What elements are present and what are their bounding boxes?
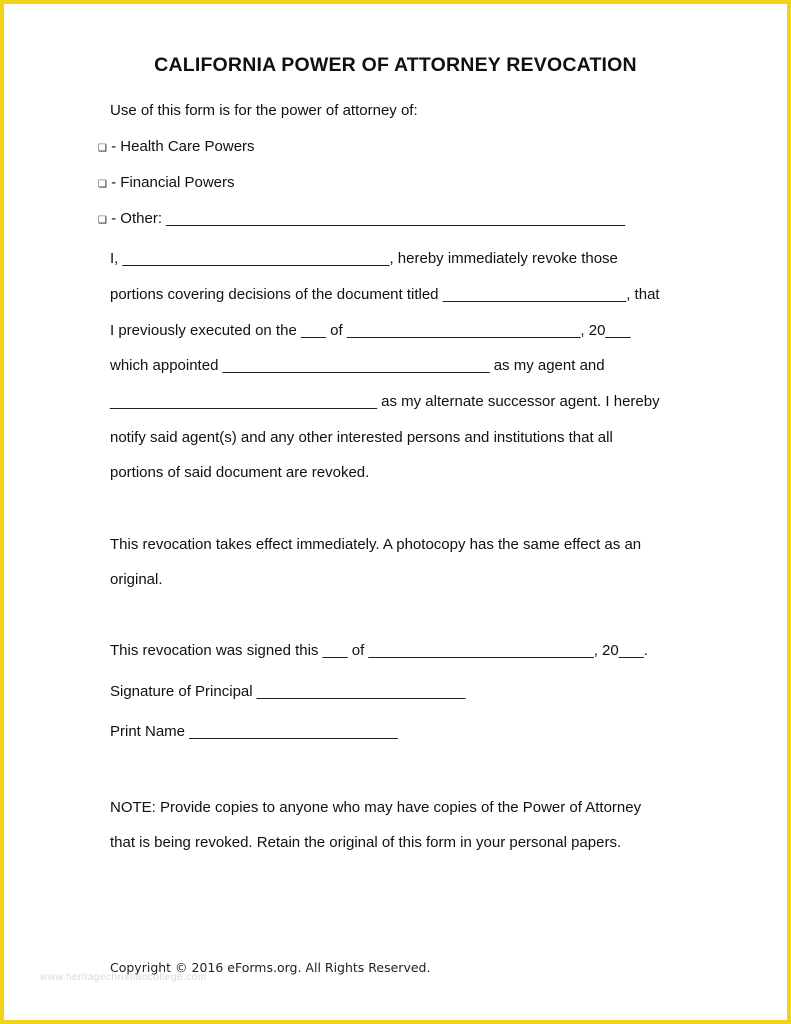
copyright-footer: Copyright © 2016 eForms.org. All Rights Reserved. (110, 960, 431, 975)
option-label: - Financial Powers (111, 174, 235, 191)
body-line: which appointed ________________________________ as my agent and (110, 357, 605, 374)
body-line: ________________________________ as my alternate successor agent. I hereby (110, 393, 660, 410)
print-name-line: Print Name _________________________ (110, 723, 398, 740)
checkbox-icon[interactable]: ❑ (98, 143, 107, 154)
effect-line: This revocation takes effect immediately. A photocopy has the same effect as an (110, 536, 642, 553)
body-line: notify said agent(s) and any other interested persons and institutions that all (110, 429, 613, 446)
body-line: portions covering decisions of the document titled ______________________, that (110, 286, 660, 303)
option-label: - Other: _______________________________________________________ (111, 210, 625, 227)
note-line: NOTE: Provide copies to anyone who may have copies of the Power of Attorney (110, 799, 642, 816)
option-health-care (98, 138, 255, 155)
intro-text: Use of this form is for the power of attorney of: (110, 102, 418, 119)
signed-date-line: This revocation was signed this ___ of ___________________________, 20___. (110, 642, 648, 659)
signature-line: Signature of Principal _________________________ (110, 683, 466, 700)
note-line: that is being revoked. Retain the original of this form in your personal papers. (110, 834, 622, 851)
body-line: I previously executed on the ___ of ____________________________, 20___ (110, 322, 631, 339)
option-other (98, 210, 625, 227)
option-label: - Health Care Powers (111, 138, 255, 155)
body-line: I, ________________________________, hereby immediately revoke those (110, 250, 618, 267)
option-financial (98, 174, 235, 191)
effect-line: original. (110, 571, 163, 588)
body-line: portions of said document are revoked. (110, 464, 370, 481)
watermark-text: www.heritagechristiancollege.com (40, 972, 207, 983)
checkbox-icon[interactable]: ❑ (98, 179, 107, 190)
document-title: CALIFORNIA POWER OF ATTORNEY REVOCATION (154, 54, 637, 76)
checkbox-icon[interactable]: ❑ (98, 215, 107, 226)
